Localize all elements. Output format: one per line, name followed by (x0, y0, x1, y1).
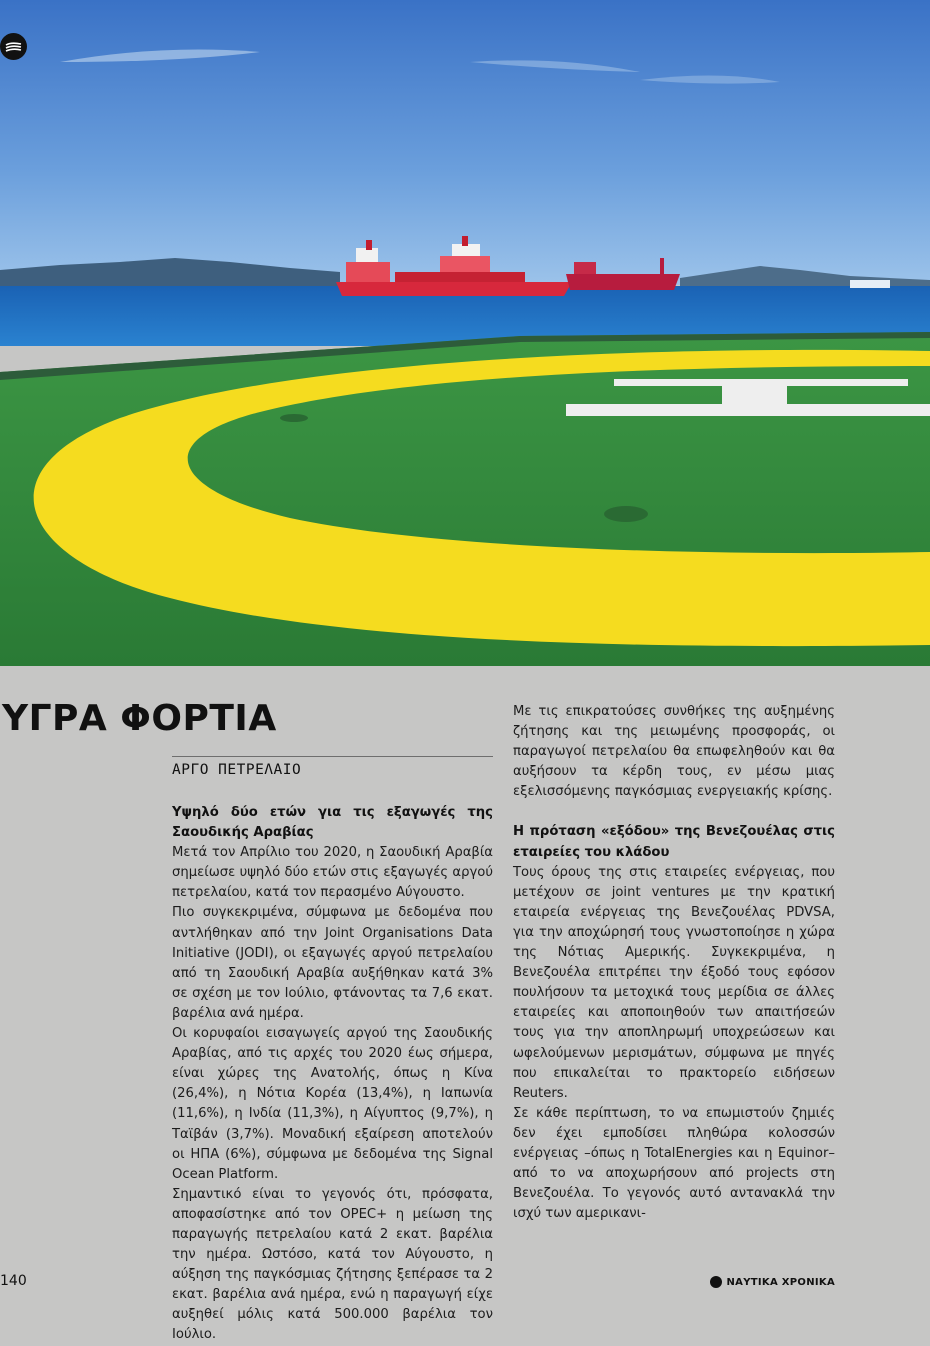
story-paragraph: Πιο συγκεκριμένα, σύμφωνα με δεδομένα που αντλήθηκαν από την Joint Organisations Data Initiative (JODI), οι εξαγωγές αργού πετρελαίου από τη Σαουδική Αραβία αυξήθηκαν κατά 3% σε σχέση με τον Ιούλιο, φτάνοντας τα 7,6 εκατ. βαρέλια ανά ημέρα. (172, 905, 493, 1021)
story-paragraph: Σε κάθε περίπτωση, το να επωμιστούν ζημιές δεν έχει εμποδίσει πληθώρα κολοσσών ενέργειας –όπως η TotalEnergies και η Equinor– από το να αποχωρήσουν από projects στη Βενεζουέλα. Το γεγονός αυτό αντανακλά την ισχύ των αμερικανι- (513, 1105, 835, 1222)
hero-photo (0, 0, 930, 666)
page-number: 140 (0, 1273, 27, 1289)
story-heading-saudi-exports: Υψηλό δύο ετών για τις εξαγωγές της Σαουδικής Αραβίας (172, 805, 493, 841)
article-column-right (513, 702, 835, 1224)
story-paragraph: Σημαντικό είναι το γεγονός ότι, πρόσφατα, αποφασίστηκε από τον OPEC+ η μείωση της παραγωγής πετρελαίου κατά 2 εκατ. βαρέλια την ημέρα. Ωστόσο, κατά τον Αύγουστο, η αύξηση της παγκόσμιας ζήτησης ξεπέρασε τα 2 εκατ. βαρέλια ανά ημέρα, ενώ η παραγωγή είχε αυξηθεί μόλις κατά 500.000 βαρέλια τον Ιούλιο. (172, 1186, 493, 1343)
footer-brand (710, 1276, 835, 1288)
story-paragraph: Με τις επικρατούσες συνθήκες της αυξημένης ζήτησης και της μειωμένης προσφοράς, οι παραγωγοί πετρελαίου θα επωφεληθούν και θα αυξήσουν τα κέρδη τους, εν μέσω μιας εξελισσόμενης παγκόσμιας ενεργειακής κρίσης. (513, 704, 835, 800)
story-heading-venezuela-exit: Η πρόταση «εξόδου» της Βενεζουέλας στις εταιρείες του κλάδου (513, 824, 835, 860)
article-column-left (172, 803, 493, 1346)
title-divider (172, 756, 493, 757)
section-subtitle: ΑΡΓΟ ΠΕΤΡΕΛΑΙΟ (172, 762, 302, 778)
brand-logo-icon (0, 33, 27, 60)
story-paragraph: Οι κορυφαίοι εισαγωγείς αργού της Σαουδικής Αραβίας, από τις αρχές του 2020 έως σήμερα, είναι χώρες της Ανατολής, όπως η Κίνα (26,4%), η Νότια Κορέα (13,4%), η Ιαπωνία (11,6%), η Ινδία (11,3%), η Αίγυπτος (9,7%), η Ταϊβάν (3,7%). Μοναδική εξαίρεση αποτελούν οι ΗΠΑ (6%), σύμφωνα με δεδομένα της Signal Ocean Platform. (172, 1026, 493, 1182)
section-title: ΥΓΡΑ ΦΟΡΤΙΑ (2, 698, 277, 739)
helideck (0, 332, 930, 666)
footer-brand-name: ΝΑΥΤΙΚΑ ΧΡΟΝΙΚΑ (726, 1276, 835, 1288)
wave-icon (5, 41, 22, 53)
story-paragraph: Τους όρους της στις εταιρείες ενέργειας, που μετέχουν σε joint ventures με την κρατική εταιρεία ενέργειας της Βενεζουέλας PDVSA, για την αποχώρησή τους γνωστοποίησε η χώρα της Νότιας Αμερικής. Συγκεκριμένα, η Βενεζουέλα επιτρέπει την έξοδό τους εφόσον πουλήσουν τα μετοχικά τους μερίδια σε άλλες εταιρείες και αποποιηθούν των απαιτήσεών τους για την αποπληρωμή υποχρεώσεων και ωφελούμενων μερισμάτων, σύμφωνα με πηγές που επικαλείται το πρακτορείο ειδήσεων Reuters. (513, 864, 835, 1101)
brand-logo-icon (710, 1276, 722, 1288)
story-paragraph: Μετά τον Απρίλιο του 2020, η Σαουδική Αραβία σημείωσε υψηλό δύο ετών στις εξαγωγές αργού πετρελαίου, κατά τον περασμένο Αύγουστο. (172, 845, 493, 901)
